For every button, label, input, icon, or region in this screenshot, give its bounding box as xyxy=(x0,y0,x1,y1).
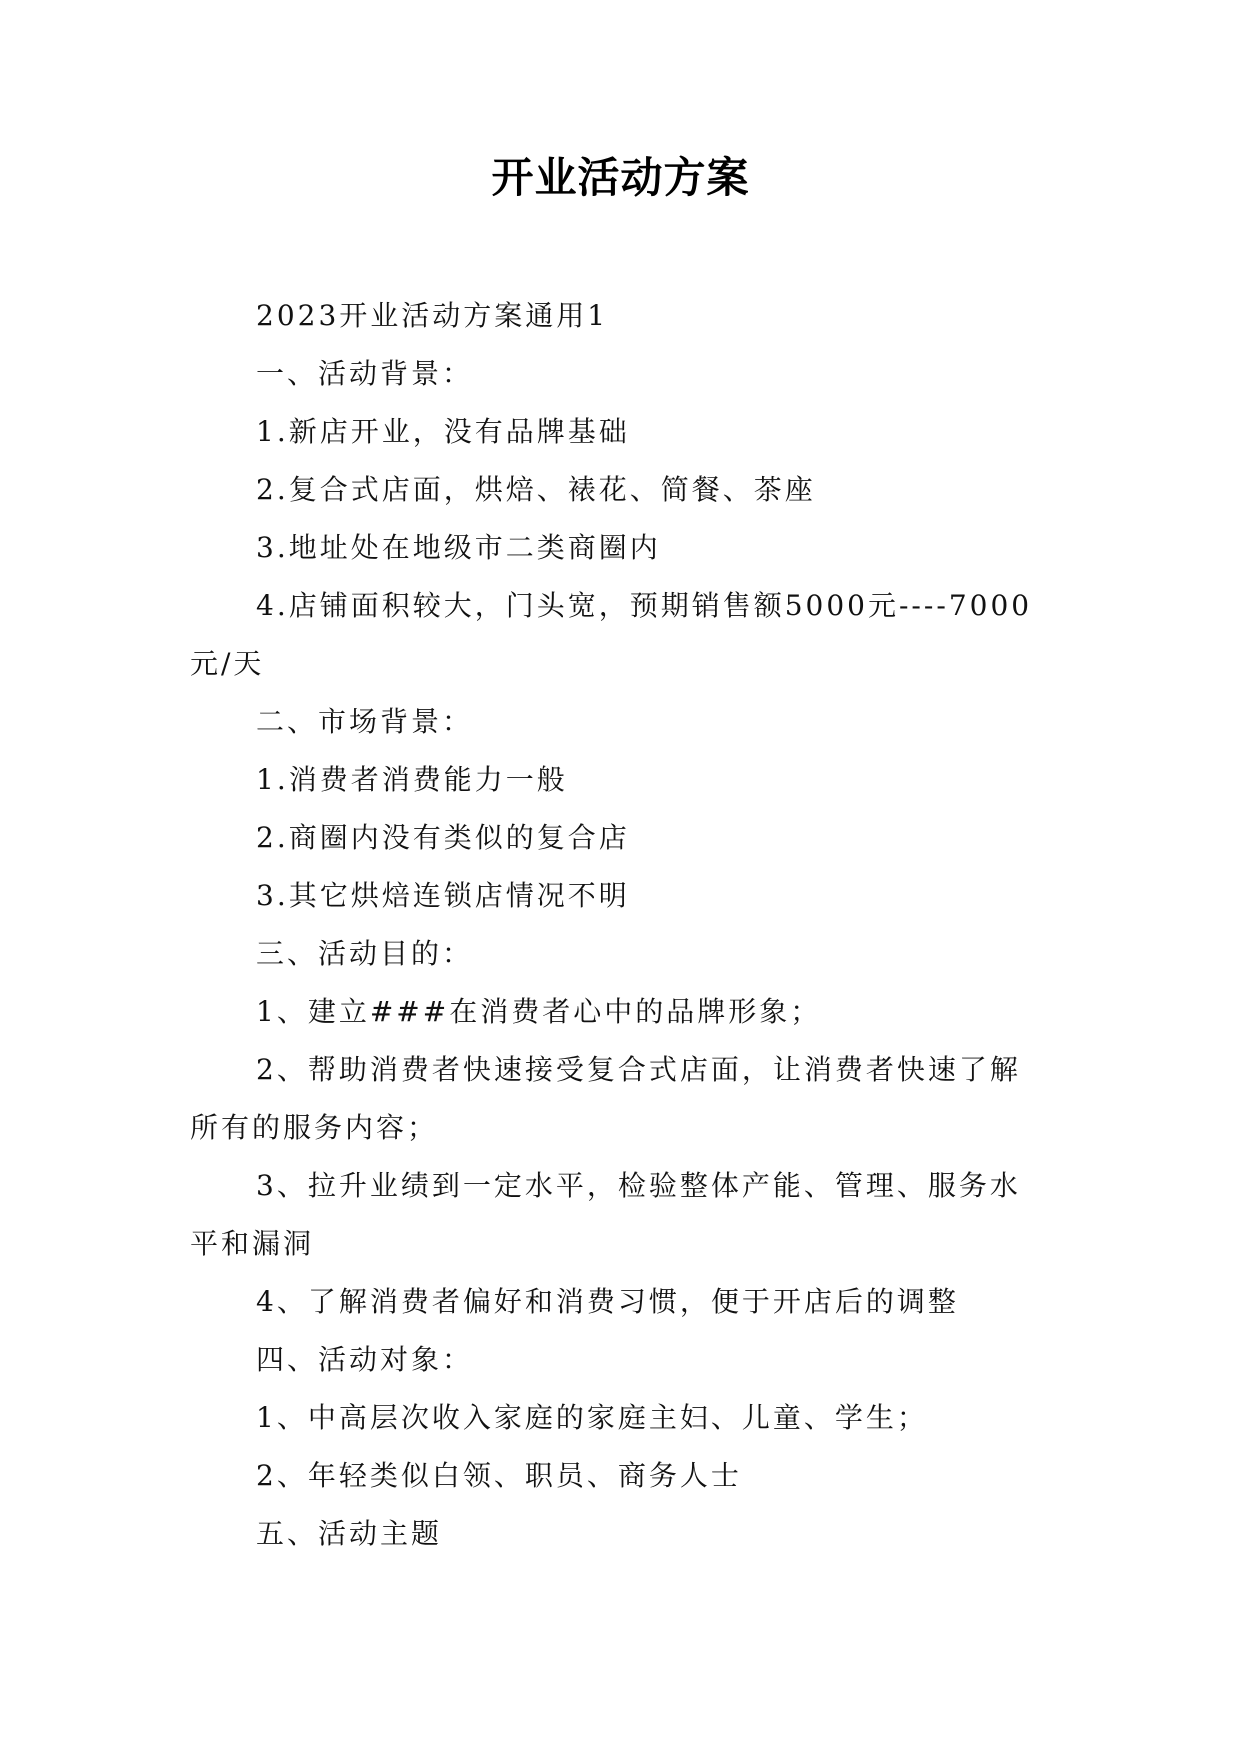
paragraph: 1、中高层次收入家庭的家庭主妇、儿童、学生； xyxy=(256,1401,928,1434)
section-heading-audience: 四、活动对象： xyxy=(256,1343,474,1376)
document-title: 开业活动方案 xyxy=(491,153,750,202)
section-heading-market: 二、市场背景： xyxy=(256,705,474,738)
paragraph: 1、建立###在消费者心中的品牌形象； xyxy=(256,995,822,1028)
paragraph: 3.其它烘焙连锁店情况不明 xyxy=(256,879,630,912)
paragraph: 4.店铺面积较大，门头宽，预期销售额5000元----7000元/天 xyxy=(190,589,1033,680)
paragraph: 2.复合式店面，烘焙、裱花、简餐、茶座 xyxy=(256,473,816,506)
paragraph: 2、帮助消费者快速接受复合式店面，让消费者快速了解所有的服务内容； xyxy=(190,1053,1021,1144)
section-heading-theme: 五、活动主题 xyxy=(256,1517,443,1550)
paragraph: 1.消费者消费能力一般 xyxy=(256,763,568,796)
paragraph: 1.新店开业，没有品牌基础 xyxy=(256,415,630,448)
section-heading-background: 一、活动背景： xyxy=(256,357,474,390)
section-heading-purpose: 三、活动目的： xyxy=(256,937,474,970)
paragraph-heading-1: 2023开业活动方案通用1 xyxy=(256,299,609,332)
paragraph: 2.商圈内没有类似的复合店 xyxy=(256,821,630,854)
paragraph: 3、拉升业绩到一定水平，检验整体产能、管理、服务水平和漏洞 xyxy=(190,1169,1021,1260)
document-body xyxy=(190,287,1050,1563)
paragraph: 4、了解消费者偏好和消费习惯，便于开店后的调整 xyxy=(256,1285,959,1318)
paragraph: 3.地址处在地级市二类商圈内 xyxy=(256,531,661,564)
paragraph: 2、年轻类似白领、职员、商务人士 xyxy=(256,1459,742,1492)
